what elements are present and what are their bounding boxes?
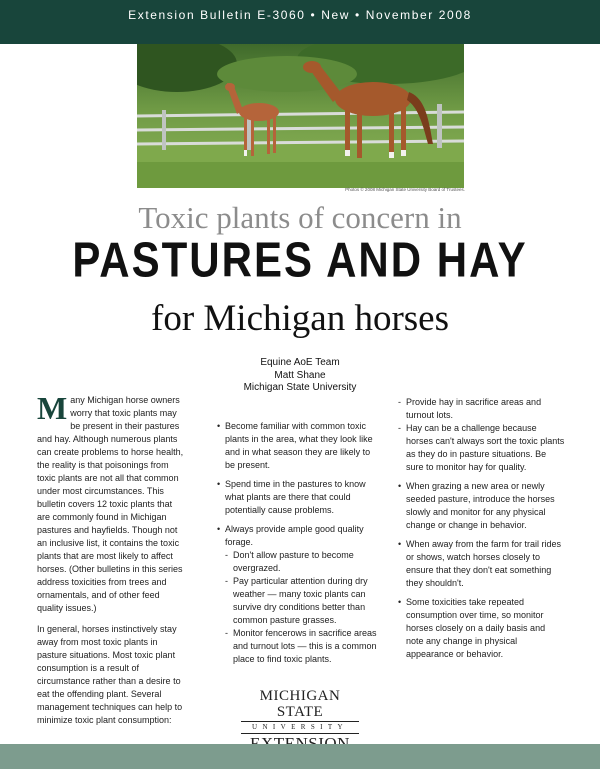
footer-band	[0, 744, 600, 769]
logo-rule	[241, 721, 359, 722]
title-line-3: for Michigan horses	[151, 298, 449, 339]
bullet-icon: •	[217, 479, 221, 489]
bullet-text: When grazing a new area or newly seeded pasture, introduce the horses slowly and monitor for any physical change or change in behavior.	[406, 481, 555, 530]
horses-photo-illustration	[137, 44, 464, 188]
bullet-text: Become familiar with common toxic plants in the area, what they look like and in what season they are likely to be present.	[225, 421, 373, 470]
dash-icon: -	[398, 397, 401, 407]
bullet-icon: •	[217, 421, 221, 431]
management-paragraph: In general, horses instinctively stay away from most toxic plants in pasture situations. Most toxic plant consumption is a result of circumstance rather than a desire to eat the offending plant. Several management techniques can help to minimize toxic plant consumption:	[37, 624, 183, 725]
sub-item	[398, 396, 565, 422]
sub-text: Don't allow pasture to become overgrazed.	[233, 550, 354, 573]
intro-paragraph	[37, 390, 187, 615]
author-team: Equine AoE Team	[260, 357, 340, 368]
dash-icon: -	[398, 423, 401, 433]
dash-icon: -	[225, 576, 228, 586]
sub-item	[225, 549, 377, 575]
bullet-text: Some toxicities take repeated consumption over time, so monitor horses closely on a daily basis and note any change in physical appearance or behavior.	[406, 597, 546, 659]
sub-text: Provide hay in sacrifice areas and turnout lots.	[406, 397, 542, 420]
sub-text: Monitor fencerows in sacrifice areas and turnout lots — this is a common place to find toxic plants.	[233, 628, 377, 664]
bullet-item	[217, 523, 377, 666]
bullet-item	[398, 538, 565, 590]
header-bar	[0, 0, 600, 44]
intro-text: any Michigan horse owners worry that toxic plants may be present in their pastures and hay. Although numerous plants can create problems to horse health, the reality is that poisonings from toxic plants are not all that common under most circumstances. This bulletin covers 12 toxic plants that are commonly found in Michigan pastures and hayfields. Though not an inclusive list, it contains the toxic plants that are most likely to affect horses. (Other bulletins in this series address toxicities from trees and ornamentals, and of other feed quality issues.)	[37, 395, 184, 613]
bullet-text: When away from the farm for trail rides or shows, watch horses closely to ensure that they don't eat something they shouldn't.	[406, 539, 562, 588]
bullet-item	[217, 420, 377, 472]
bullet-icon: •	[398, 597, 402, 607]
bullet-icon: •	[398, 539, 402, 549]
author-name: Matt Shane	[274, 369, 326, 381]
author-block	[220, 357, 380, 395]
title-line-1: Toxic plants of concern in	[138, 200, 462, 235]
drop-cap: M	[37, 390, 68, 426]
sub-text: Hay can be a challenge because horses can't always sort the toxic plants as they do in pasture situations. Be sure to monitor hay for quality.	[406, 423, 565, 472]
sub-text: Pay particular attention during dry weather — many toxic plants can survive dry conditions better than common pasture grasses.	[233, 576, 368, 625]
bullet-icon: •	[217, 524, 221, 534]
dash-icon: -	[225, 628, 228, 638]
bulletin-line: Extension Bulletin E-3060 • New • November 2008	[128, 8, 472, 22]
column-2	[217, 420, 377, 672]
logo-line-1: MICHIGAN STATE	[259, 688, 341, 720]
bullet-item	[398, 596, 565, 661]
photo-credit: Photos © 2008 Michigan State University Board of Trustees.	[345, 187, 465, 192]
bullet-item	[217, 478, 377, 517]
dash-icon: -	[225, 550, 228, 560]
title-line-2: PASTURES AND HAY	[72, 231, 528, 288]
author-affiliation: Michigan State University	[243, 382, 357, 393]
bullet-text: Spend time in the pastures to know what plants are there that could potentially cause problems.	[225, 479, 366, 515]
horses-photo	[137, 44, 464, 188]
bullet-item	[398, 480, 565, 532]
column-1	[37, 390, 187, 735]
sub-item	[398, 422, 565, 474]
bullet-icon: •	[398, 481, 402, 491]
logo-line-2: UNIVERSITY	[252, 723, 348, 731]
sub-item	[225, 627, 377, 666]
sub-item	[225, 575, 377, 627]
bullet-text: Always provide ample good quality forage.	[225, 524, 364, 547]
column-3	[398, 396, 565, 667]
